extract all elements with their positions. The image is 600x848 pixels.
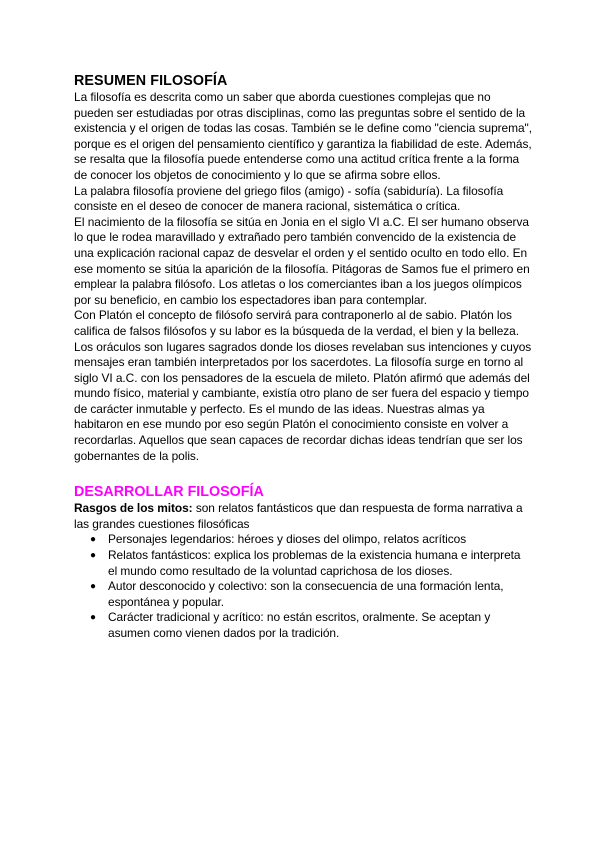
bullet-icon: ● <box>90 612 96 624</box>
list-item-text: Autor desconocido y colectivo: son la consecuencia de una formación lenta, espontánea y popular. <box>108 579 504 609</box>
document-body <box>74 73 532 642</box>
bullet-icon: ● <box>90 581 96 593</box>
summary-paragraph: El nacimiento de la filosofía se sitúa en Jonia en el siglo VI a.C. El ser humano observa lo que le rodea maravillado y extrañado pero también convencido de la existencia de una explicación racional capaz de desvelar el orden y el sentido oculto en todo ello. En ese momento se sitúa la aparición de la filosofía. Pitágoras de Samos fue el primero en emplear la palabra filósofo. Los atletas o los comerciantes iban a los juegos olímpicos por su beneficio, en cambio los espectadores iban para contemplar. <box>74 214 530 307</box>
summary-paragraph: La filosofía es descrita como un saber que aborda cuestiones complejas que no pueden ser estudiadas por otras disciplinas, como las preguntas sobre el sentido de la existencia y el origen de todas las cosas. También se le define como "ciencia suprema", porque es el origen del pensamiento científico y garantiza la fiabilidad de este. Además, se resalta que la filosofía puede entenderse como una actitud crítica frente a la forma de conocer los objetos de conocimiento y lo que se afirma sobre ellos. <box>74 90 532 182</box>
myths-text: son relatos fantásticos que dan respuesta de forma narrativa a las grandes cuestiones filosóficas <box>74 501 523 531</box>
myths-intro <box>74 501 532 532</box>
list-item-text: Relatos fantásticos: explica los problemas de la existencia humana e interpreta el mundo como resultado de la voluntad caprichosa de los dioses. <box>108 548 521 578</box>
list-item <box>90 532 532 548</box>
summary-title: RESUMEN FILOSOFÍA <box>74 73 228 89</box>
summary-paragraph: Con Platón el concepto de filósofo servirá para contraponerlo al de sabio. Platón los califica de falsos filósofos y su labor es la búsqueda de la verdad, el bien y la belleza. Los oráculos son lugares sagrados donde los dioses revelaban sus intenciones y cuyos mensajes eran también interpretados por los sacerdotes. La filosofía surge en torno al siglo VI a.C. con los pensadores de la escuela de mileto. Platón afirmó que además del mundo físico, material y cambiante, existía otro plano de ser fuera del espacio y tiempo de carácter inmutable y perfecto. Es el mundo de las ideas. Nuestras almas ya habitaron en ese mundo por eso según Platón el conocimiento consiste en volver a recordarlas. Aquellos que sean capaces de recordar dichas ideas tendrían que ser los gobernantes de la polis. <box>74 308 532 463</box>
list-item <box>90 610 532 641</box>
myths-list <box>74 532 532 641</box>
develop-title: DESARROLLAR FILOSOFÍA <box>74 484 264 501</box>
bullet-icon: ● <box>90 534 96 546</box>
list-item-text: Personajes legendarios: héroes y dioses del olimpo, relatos acríticos <box>108 532 467 547</box>
list-item <box>90 548 532 579</box>
list-item <box>90 579 532 610</box>
bullet-icon: ● <box>90 550 96 562</box>
list-item-text: Carácter tradicional y acrítico: no están escritos, oralmente. Se aceptan y asumen como vienen dados por la tradición. <box>108 610 491 640</box>
summary-paragraph: La palabra filosofía proviene del griego filos (amigo) - sofía (sabiduría). La filosofía consiste en el deseo de conocer de manera racional, sistemática o crítica. <box>74 183 504 214</box>
myths-label: Rasgos de los mitos: <box>74 501 193 516</box>
